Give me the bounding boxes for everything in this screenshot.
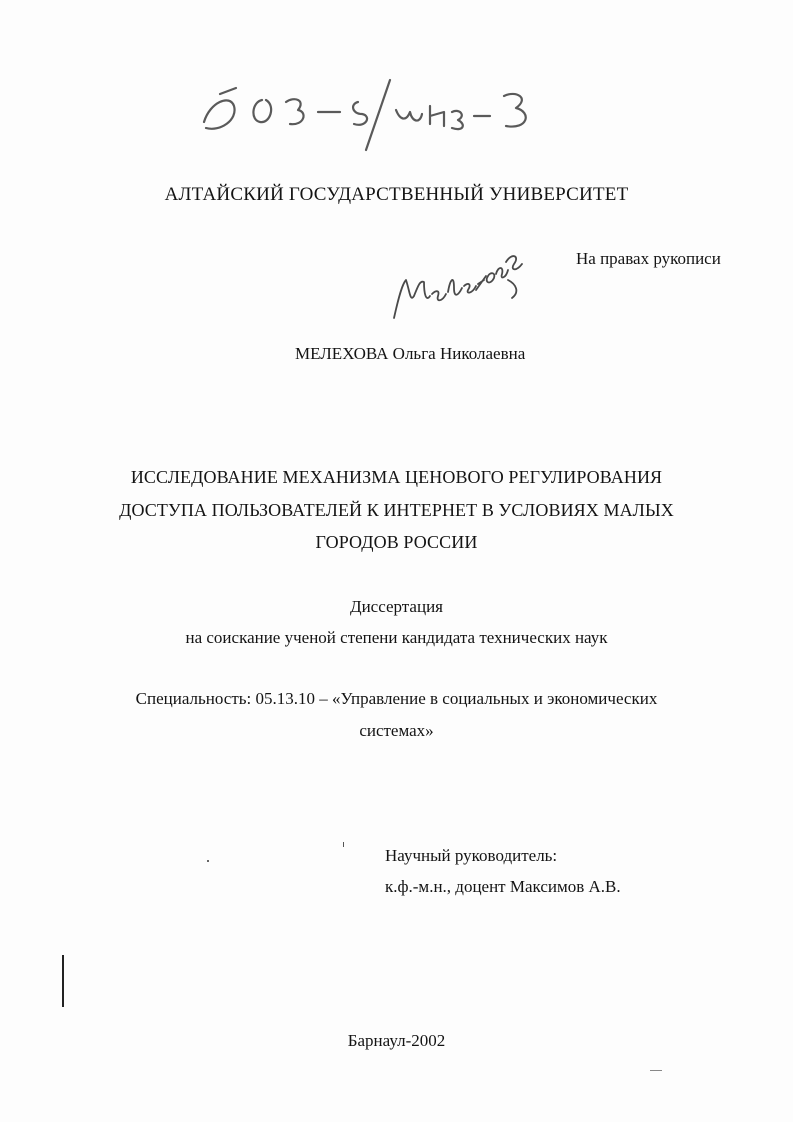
dissertation-title-line-2: ДОСТУПА ПОЛЬЗОВАТЕЛЕЙ К ИНТЕРНЕТ В УСЛОВИЯХ МАЛЫХ — [119, 500, 674, 520]
author-name: МЕЛЕХОВА Ольга Николаевна — [295, 344, 526, 363]
scan-artifact-dot — [207, 860, 209, 862]
scan-artifact-dot — [343, 842, 344, 847]
scan-artifact-dash — [650, 1070, 662, 1071]
specialty-line-2: системах» — [359, 721, 434, 740]
scan-artifact-left-edge — [62, 955, 64, 1007]
specialty-line-1: Специальность: 05.13.10 – «Управление в социальных и экономических — [135, 689, 658, 708]
handwritten-archive-number — [190, 72, 550, 152]
degree-description: на соискание ученой степени кандидата технических наук — [185, 628, 608, 647]
supervisor-label: Научный руководитель: — [385, 846, 558, 865]
city-year: Барнаул-2002 — [347, 1031, 446, 1050]
university-name: АЛТАЙСКИЙ ГОСУДАРСТВЕННЫЙ УНИВЕРСИТЕТ — [164, 184, 629, 205]
author-signature — [388, 240, 528, 325]
dissertation-title-line-3: ГОРОДОВ РОССИИ — [315, 532, 478, 552]
manuscript-rights-note: На правах рукописи — [576, 249, 721, 268]
dissertation-title-line-1: ИССЛЕДОВАНИЕ МЕХАНИЗМА ЦЕНОВОГО РЕГУЛИРОВАНИЯ — [130, 467, 663, 487]
supervisor-name: к.ф.-м.н., доцент Максимов А.В. — [385, 877, 621, 896]
work-type: Диссертация — [349, 597, 443, 616]
